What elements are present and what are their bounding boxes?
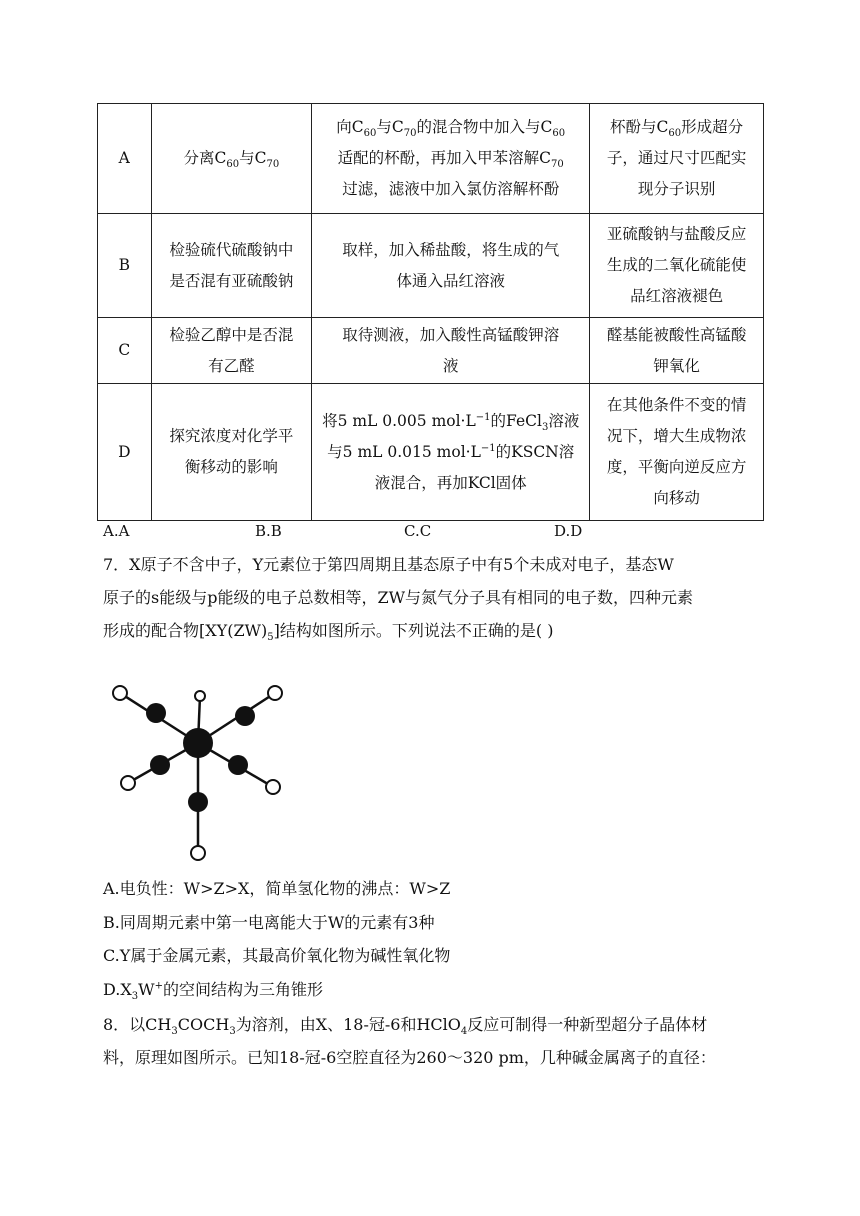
x-atom xyxy=(195,691,205,701)
ligand-c-atom xyxy=(188,792,208,812)
experiment-purpose: 检验硫代硫酸钠中 是否混有亚硫酸钠 xyxy=(151,214,312,318)
experiment-operation: 取样，加入稀盐酸，将生成的气 体通入品红溶液 xyxy=(312,214,590,318)
experiment-operation: 取待测液，加入酸性高锰酸钾溶 液 xyxy=(312,318,590,384)
experiment-principle: 醛基能被酸性高锰酸 钾氧化 xyxy=(590,318,764,384)
ligand-o-atom xyxy=(191,846,205,860)
experiment-table xyxy=(97,103,764,521)
q7-option-d[interactable]: $D.X_3W^+$的空间结构为三角锥形 xyxy=(103,980,323,1003)
table-row xyxy=(98,384,764,521)
row-label: A xyxy=(98,104,152,214)
ligand-o-atom xyxy=(113,686,127,700)
experiment-principle: 在其他条件不变的情 况下，增大生成物浓 度，平衡向逆反应方 向移动 xyxy=(590,384,764,521)
ligand-c-atom xyxy=(150,755,170,775)
choice-a[interactable]: A.A xyxy=(103,522,130,540)
choice-b[interactable]: B.B xyxy=(255,522,282,540)
ligand-c-atom xyxy=(228,755,248,775)
ligand-o-atom xyxy=(268,686,282,700)
ligand-o-atom xyxy=(121,776,135,790)
ligand-o-atom xyxy=(266,780,280,794)
experiment-operation: 将5 mL 0.005 $mol\cdot L^{-1}$的FeCl$_3$溶液 与5 mL 0.015 $mol\cdot L^{-1}$的KSCN溶 液混合，再加KCl固体 xyxy=(312,384,590,521)
experiment-purpose: 探究浓度对化学平 衡移动的影响 xyxy=(151,384,312,521)
row-label: C xyxy=(98,318,152,384)
experiment-operation: 向$C_{60}$与$C_{70}$的混合物中加入与$C_{60}$ 适配的杯酚，再加入甲苯溶解$C_{70}$ 过滤，滤液中加入氯仿溶解杯酚 xyxy=(312,104,590,214)
ligand-c-atom xyxy=(146,703,166,723)
experiment-purpose: 分离$C_{60}$与$C_{70}$ xyxy=(151,104,312,214)
experiment-principle: 杯酚与$C_{60}$形成超分 子，通过尺寸匹配实 现分子识别 xyxy=(590,104,764,214)
q7-option-a[interactable]: A.电负性：W>Z>X，简单氢化物的沸点：W>Z xyxy=(103,879,451,898)
central-metal-atom xyxy=(183,728,213,758)
table-row xyxy=(98,104,764,214)
table-row xyxy=(98,318,764,384)
q7-option-b[interactable]: B.同周期元素中第一电离能大于W的元素有3种 xyxy=(103,913,435,932)
ligand-c-atom xyxy=(235,706,255,726)
q7-option-c[interactable]: C.Y属于金属元素，其最高价氧化物为碱性氧化物 xyxy=(103,946,451,965)
choice-d[interactable]: D.D xyxy=(554,522,583,540)
question-8-stem: 8．以$CH_3COCH_3$为溶剂，由X、18-冠-6和HClO$_4$反应可制得一种新型超分子晶体材 料，原理如图所示。已知18-冠-6空腔直径为260～320 pm，几种碱金属离子的直径： xyxy=(103,1015,716,1067)
choice-c[interactable]: C.C xyxy=(404,522,432,540)
complex-structure-diagram xyxy=(100,680,300,870)
row-label: D xyxy=(98,384,152,521)
table-row xyxy=(98,214,764,318)
experiment-purpose: 检验乙醇中是否混 有乙醛 xyxy=(151,318,312,384)
question-7-stem: 7．X原子不含中子，Y元素位于第四周期且基态原子中有5个未成对电子，基态W 原子的s能级与p能级的电子总数相等，ZW与氮气分子具有相同的电子数，四种元素 形成的配合物$[XY(ZW)_5]$结构如图所示。下列说法不正确的是( ) xyxy=(103,555,694,644)
row-label: B xyxy=(98,214,152,318)
experiment-principle: 亚硫酸钠与盐酸反应 生成的二氧化硫能使 品红溶液褪色 xyxy=(590,214,764,318)
